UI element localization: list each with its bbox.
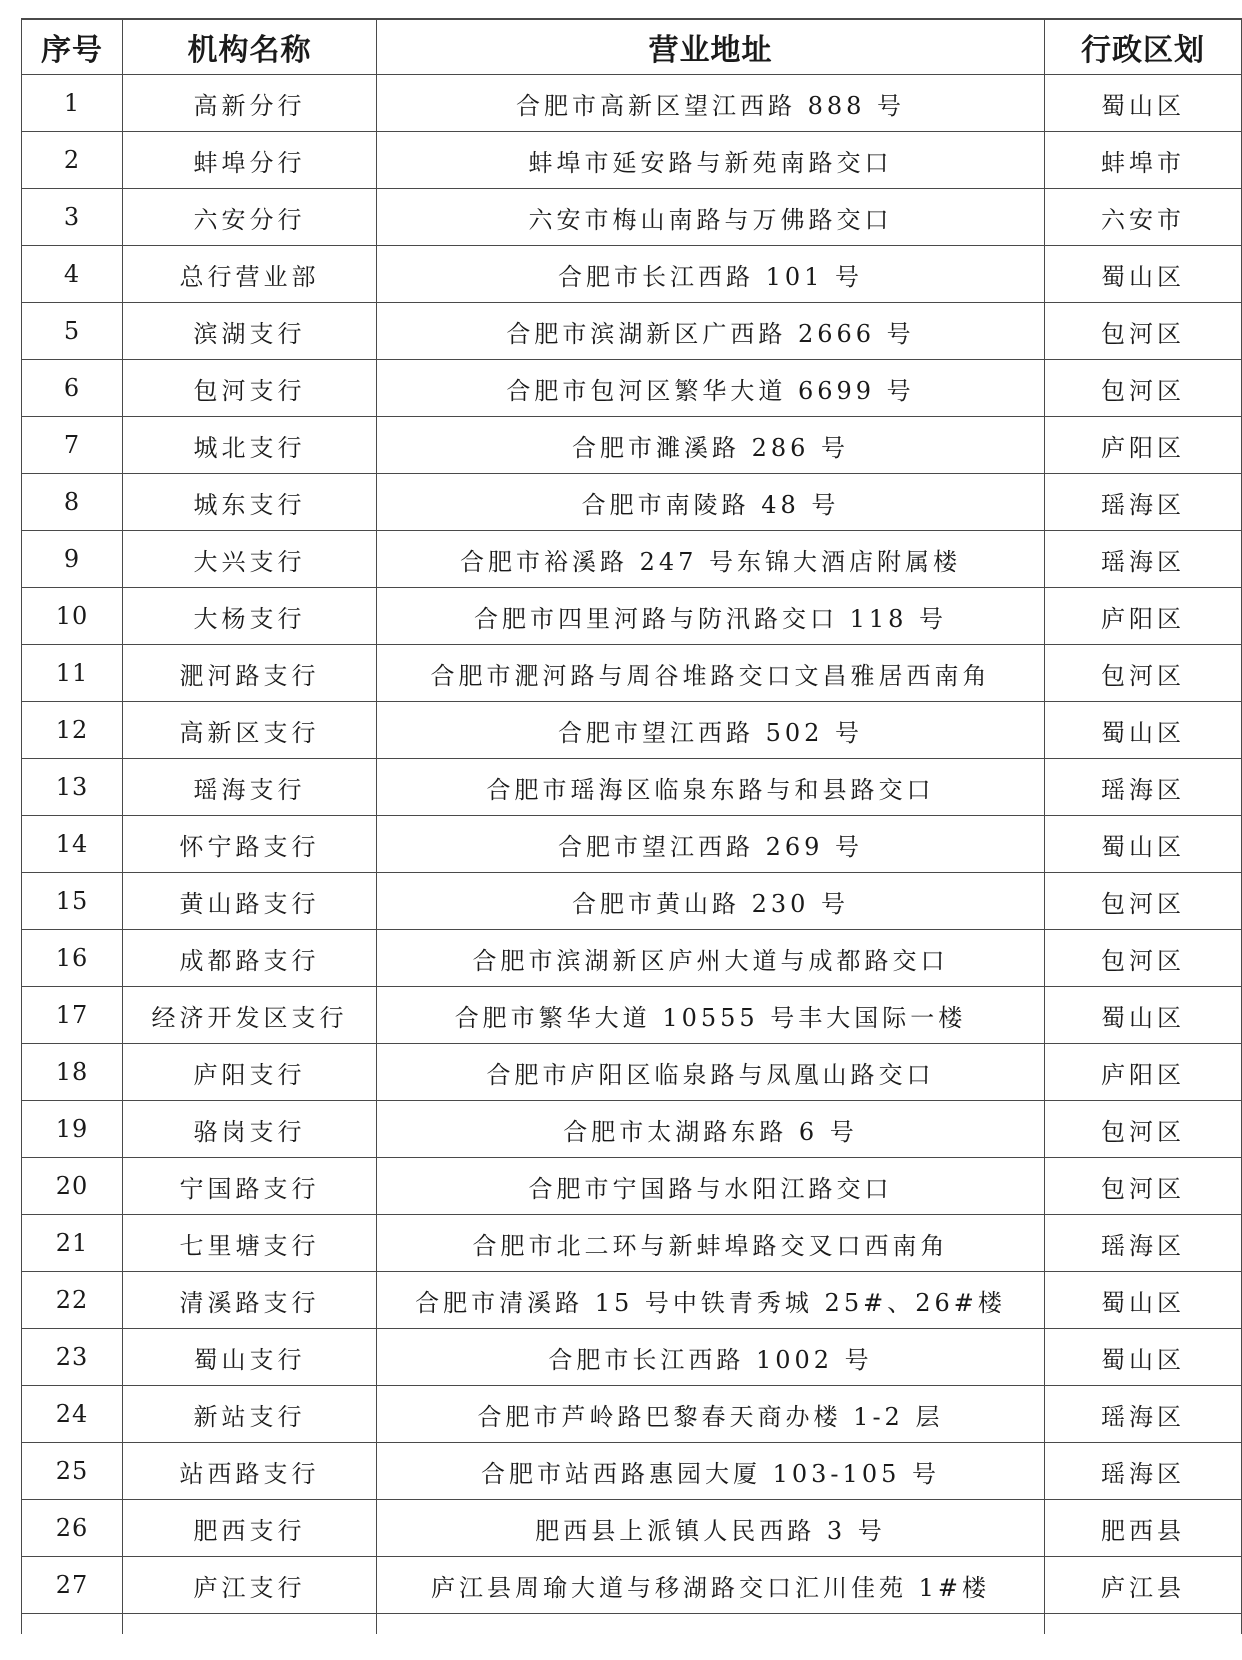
cell-district: 庐阳区 xyxy=(1045,1044,1242,1101)
cell-district: 蜀山区 xyxy=(1045,702,1242,759)
cell-no: 9 xyxy=(22,531,123,588)
cell-name: 清溪路支行 xyxy=(123,1272,377,1329)
table-row-partial xyxy=(22,1614,1242,1635)
table-row xyxy=(22,987,1242,1044)
cell-name: 怀宁路支行 xyxy=(123,816,377,873)
cell-no: 6 xyxy=(22,360,123,417)
cell-name: 滨湖支行 xyxy=(123,303,377,360)
cell-name: 庐阳支行 xyxy=(123,1044,377,1101)
cell-no: 3 xyxy=(22,189,123,246)
cell-district: 瑶海区 xyxy=(1045,1215,1242,1272)
column-header-address: 营业地址 xyxy=(377,19,1045,75)
table-row xyxy=(22,1329,1242,1386)
cell-address: 庐江县周瑜大道与移湖路交口汇川佳苑 1#楼 xyxy=(377,1557,1045,1614)
cell-name: 蜀山支行 xyxy=(123,1329,377,1386)
table-row xyxy=(22,1158,1242,1215)
cell-district: 瑶海区 xyxy=(1045,474,1242,531)
cell-name: 蚌埠分行 xyxy=(123,132,377,189)
cell-no: 21 xyxy=(22,1215,123,1272)
cell-district: 庐阳区 xyxy=(1045,588,1242,645)
cell-address: 蚌埠市延安路与新苑南路交口 xyxy=(377,132,1045,189)
cell-address: 合肥市南陵路 48 号 xyxy=(377,474,1045,531)
table-row xyxy=(22,1557,1242,1614)
cell-district: 包河区 xyxy=(1045,360,1242,417)
cell-name: 六安分行 xyxy=(123,189,377,246)
cell-address: 六安市梅山南路与万佛路交口 xyxy=(377,189,1045,246)
cell-district: 包河区 xyxy=(1045,930,1242,987)
cell-address: 合肥市淝河路与周谷堆路交口文昌雅居西南角 xyxy=(377,645,1045,702)
cell-district: 瑶海区 xyxy=(1045,1443,1242,1500)
cell-address: 合肥市清溪路 15 号中铁青秀城 25#、26#楼 xyxy=(377,1272,1045,1329)
cell-address: 合肥市宁国路与水阳江路交口 xyxy=(377,1158,1045,1215)
cell-no: 15 xyxy=(22,873,123,930)
cell-address: 合肥市望江西路 269 号 xyxy=(377,816,1045,873)
cell-district: 肥西县 xyxy=(1045,1500,1242,1557)
cell-address: 合肥市北二环与新蚌埠路交叉口西南角 xyxy=(377,1215,1045,1272)
cell-address: 合肥市滨湖新区广西路 2666 号 xyxy=(377,303,1045,360)
table-row xyxy=(22,132,1242,189)
cell-name: 黄山路支行 xyxy=(123,873,377,930)
cell-name: 包河支行 xyxy=(123,360,377,417)
cell-address: 合肥市长江西路 1002 号 xyxy=(377,1329,1045,1386)
cell-address: 合肥市高新区望江西路 888 号 xyxy=(377,75,1045,132)
table-row xyxy=(22,360,1242,417)
cell-address: 合肥市长江西路 101 号 xyxy=(377,246,1045,303)
table-row xyxy=(22,1386,1242,1443)
cell-district: 蜀山区 xyxy=(1045,987,1242,1044)
column-header-no: 序号 xyxy=(22,19,123,75)
cell-district: 蜀山区 xyxy=(1045,1272,1242,1329)
cell-address: 合肥市濉溪路 286 号 xyxy=(377,417,1045,474)
cell-no: 17 xyxy=(22,987,123,1044)
cell-name: 站西路支行 xyxy=(123,1443,377,1500)
cell-name: 大杨支行 xyxy=(123,588,377,645)
cell-empty xyxy=(123,1614,377,1635)
table-row xyxy=(22,702,1242,759)
cell-district: 包河区 xyxy=(1045,1158,1242,1215)
cell-address: 合肥市站西路惠园大厦 103-105 号 xyxy=(377,1443,1045,1500)
column-header-name: 机构名称 xyxy=(123,19,377,75)
cell-district: 庐阳区 xyxy=(1045,417,1242,474)
branch-table-container xyxy=(21,18,1242,1634)
cell-district: 蜀山区 xyxy=(1045,75,1242,132)
table-body xyxy=(22,75,1242,1635)
table-row xyxy=(22,189,1242,246)
table-row xyxy=(22,246,1242,303)
cell-no: 5 xyxy=(22,303,123,360)
cell-no: 8 xyxy=(22,474,123,531)
cell-no: 2 xyxy=(22,132,123,189)
cell-name: 瑶海支行 xyxy=(123,759,377,816)
cell-empty xyxy=(377,1614,1045,1635)
cell-no: 18 xyxy=(22,1044,123,1101)
table-row xyxy=(22,1215,1242,1272)
cell-name: 新站支行 xyxy=(123,1386,377,1443)
cell-district: 包河区 xyxy=(1045,1101,1242,1158)
cell-district: 包河区 xyxy=(1045,303,1242,360)
cell-district: 蜀山区 xyxy=(1045,1329,1242,1386)
cell-name: 庐江支行 xyxy=(123,1557,377,1614)
table-row xyxy=(22,417,1242,474)
cell-no: 10 xyxy=(22,588,123,645)
table-row xyxy=(22,531,1242,588)
cell-no: 16 xyxy=(22,930,123,987)
table-row xyxy=(22,645,1242,702)
cell-no: 4 xyxy=(22,246,123,303)
cell-name: 城北支行 xyxy=(123,417,377,474)
cell-no: 27 xyxy=(22,1557,123,1614)
cell-name: 总行营业部 xyxy=(123,246,377,303)
cell-no: 19 xyxy=(22,1101,123,1158)
cell-address: 合肥市芦岭路巴黎春天商办楼 1-2 层 xyxy=(377,1386,1045,1443)
cell-address: 合肥市四里河路与防汛路交口 118 号 xyxy=(377,588,1045,645)
cell-no: 24 xyxy=(22,1386,123,1443)
cell-name: 经济开发区支行 xyxy=(123,987,377,1044)
table-row xyxy=(22,1500,1242,1557)
cell-district: 蜀山区 xyxy=(1045,246,1242,303)
branch-table xyxy=(21,18,1242,1634)
table-row xyxy=(22,75,1242,132)
cell-name: 大兴支行 xyxy=(123,531,377,588)
cell-no: 25 xyxy=(22,1443,123,1500)
cell-name: 七里塘支行 xyxy=(123,1215,377,1272)
cell-no: 20 xyxy=(22,1158,123,1215)
cell-district: 蚌埠市 xyxy=(1045,132,1242,189)
table-row xyxy=(22,930,1242,987)
cell-empty xyxy=(1045,1614,1242,1635)
table-row xyxy=(22,873,1242,930)
table-row xyxy=(22,1044,1242,1101)
header-row xyxy=(22,19,1242,75)
cell-name: 高新区支行 xyxy=(123,702,377,759)
cell-address: 合肥市望江西路 502 号 xyxy=(377,702,1045,759)
cell-name: 宁国路支行 xyxy=(123,1158,377,1215)
cell-name: 骆岗支行 xyxy=(123,1101,377,1158)
table-row xyxy=(22,474,1242,531)
cell-no: 14 xyxy=(22,816,123,873)
table-header xyxy=(22,19,1242,75)
cell-address: 合肥市黄山路 230 号 xyxy=(377,873,1045,930)
cell-name: 高新分行 xyxy=(123,75,377,132)
cell-empty xyxy=(22,1614,123,1635)
cell-address: 合肥市庐阳区临泉路与凤凰山路交口 xyxy=(377,1044,1045,1101)
cell-district: 蜀山区 xyxy=(1045,816,1242,873)
cell-no: 11 xyxy=(22,645,123,702)
cell-no: 1 xyxy=(22,75,123,132)
cell-no: 23 xyxy=(22,1329,123,1386)
table-row xyxy=(22,1101,1242,1158)
cell-district: 包河区 xyxy=(1045,645,1242,702)
cell-name: 城东支行 xyxy=(123,474,377,531)
cell-district: 包河区 xyxy=(1045,873,1242,930)
cell-district: 瑶海区 xyxy=(1045,531,1242,588)
cell-address: 肥西县上派镇人民西路 3 号 xyxy=(377,1500,1045,1557)
cell-address: 合肥市繁华大道 10555 号丰大国际一楼 xyxy=(377,987,1045,1044)
cell-district: 六安市 xyxy=(1045,189,1242,246)
table-row xyxy=(22,588,1242,645)
table-row xyxy=(22,816,1242,873)
cell-no: 13 xyxy=(22,759,123,816)
cell-no: 22 xyxy=(22,1272,123,1329)
column-header-district: 行政区划 xyxy=(1045,19,1242,75)
table-row xyxy=(22,1443,1242,1500)
cell-district: 瑶海区 xyxy=(1045,759,1242,816)
cell-name: 成都路支行 xyxy=(123,930,377,987)
cell-district: 瑶海区 xyxy=(1045,1386,1242,1443)
table-row xyxy=(22,303,1242,360)
cell-no: 12 xyxy=(22,702,123,759)
cell-address: 合肥市太湖路东路 6 号 xyxy=(377,1101,1045,1158)
cell-district: 庐江县 xyxy=(1045,1557,1242,1614)
cell-address: 合肥市滨湖新区庐州大道与成都路交口 xyxy=(377,930,1045,987)
cell-name: 淝河路支行 xyxy=(123,645,377,702)
cell-address: 合肥市裕溪路 247 号东锦大酒店附属楼 xyxy=(377,531,1045,588)
table-row xyxy=(22,759,1242,816)
cell-no: 26 xyxy=(22,1500,123,1557)
cell-no: 7 xyxy=(22,417,123,474)
cell-address: 合肥市包河区繁华大道 6699 号 xyxy=(377,360,1045,417)
cell-name: 肥西支行 xyxy=(123,1500,377,1557)
table-row xyxy=(22,1272,1242,1329)
cell-address: 合肥市瑶海区临泉东路与和县路交口 xyxy=(377,759,1045,816)
